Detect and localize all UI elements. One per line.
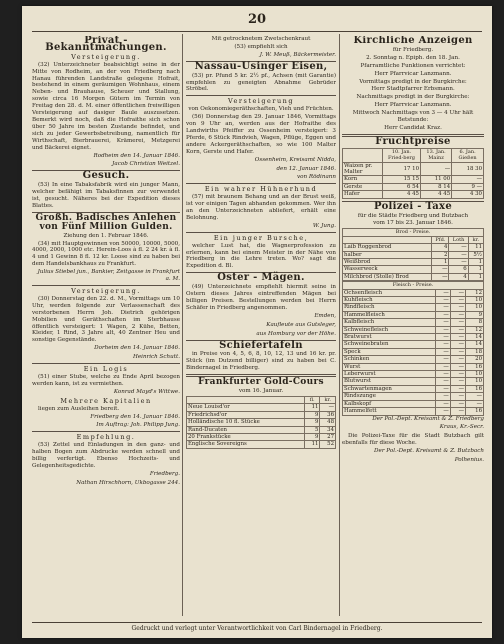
ad-text: welcher Lust hat, die Wagnerprofession zu erlernen, kann bei einem Meister in der Nähe von Friedberg in die Lehre treten. Wo? sagt die Expedition d. Bl. [186,242,336,270]
table-cell: Ochsenfleisch [343,289,436,296]
ad-signature: J. W. Meuß, Bäckermeister. [259,51,336,58]
table-cell: 10 [466,378,484,385]
table-cell: Wurst [343,363,436,370]
ad-heading: Ein Logis [83,365,129,374]
table-cell: Weißbrod [343,258,432,265]
table-cell: Kalbskopf [343,400,436,407]
table-header-cell: Pfd. [432,236,449,243]
ad-text: (53) empfiehlt sich [234,43,288,50]
service-line: Herr Candidat Kraz. [384,124,442,131]
table-cell: halber [343,251,432,258]
table-cell: 12 [466,326,484,333]
table-cell: — [435,348,450,355]
table-cell: 1 [432,258,449,265]
table-cell: 6 [449,266,468,273]
table-cell: — [435,356,450,363]
ad-text: in Preise von 4, 5, 6, 8, 10, 12, 13 und 16 kr. pr. Stück (im Dutzend billiger) sind zu haben bei C. Bindernagel in Friedberg. [186,351,336,372]
tax-signature: Der Pol.-Dept. Kreisamt & Z. Friedberg [372,415,484,422]
table-header-cell [187,396,305,403]
table-cell: — [450,356,465,363]
table-cell: — [466,400,484,407]
ad-signature: Julius Stiebel jun., Bankier, Zeitgasse in Frankfurt a. M. [37,269,180,283]
table-cell: Friedrichsd'or [187,411,305,418]
table-cell: — [450,385,465,392]
tax-note: Die Polizei-Taxe für die Stadt Butzbach gilt ebenfalls für diese Woche. [342,433,484,447]
table-row [343,371,484,378]
table-cell: Korn [343,176,383,183]
table-cell: 10 [466,371,484,378]
table-cell: 4 45 [382,191,420,198]
section-title: Frankfurter Gold-Cours [198,377,324,388]
ad-text: (53) Zettel und Einladungen in den ganz- und halben Bogen zum Abdrucke werden schnell und billig verfertigt. Ebenso Hochzeits- und Gelegenheitsgedichte. [32,442,180,469]
table-cell: 10 [466,304,484,311]
ad-subtitle: Ziehung den 1. Februar 1846. [63,232,149,239]
table-cell: 9 [304,419,320,426]
table-cell: 8 [466,319,484,326]
ad-signature: Friedberg. [149,470,180,477]
table-row [343,162,484,176]
table-cell: — [435,378,450,385]
table-cell: 11 00 [421,176,452,183]
table-cell: 9 [466,311,484,318]
grain-price-table [342,148,484,199]
table-cell: — [435,334,450,341]
ad-signature: W. Jung. [312,222,336,229]
table-cell: Waizen pr. Malter [343,162,383,176]
table-header-cell: fl. [304,396,320,403]
ad-title: Oster - Mägen. [217,272,305,284]
table-cell: — [435,297,450,304]
meat-price-table [342,281,484,415]
ad-signature: Nathan Hirschhorn, Ukbogasse 244. [76,479,180,486]
section-title: Fruchtpreise [375,135,451,147]
table-row [343,408,484,415]
table-cell: 4 45 [421,191,452,198]
column-middle [186,36,336,616]
service-line: Herr Stadtpfarrer Erbsmann. [371,86,455,93]
table-cell: — [452,176,484,183]
table-cell: 27 [320,434,336,441]
table-cell: 48 [320,419,336,426]
table-row [187,426,336,433]
table-row [187,411,336,418]
table-cell: — [435,319,450,326]
service-line: Herr Pfarrvicar Lanzmann. [374,102,452,109]
divider [186,95,336,96]
ad-signature: Kaufleute aus Gutsleger, [266,321,336,328]
ad-heading: Ein wahrer Hühnerhund [204,185,318,194]
table-cell: 14 [466,341,484,348]
table-cell: 11 [304,441,320,448]
table-cell: — [421,162,452,176]
table-cell: — [450,341,465,348]
column-right [342,36,484,616]
table-cell: — [450,408,465,415]
table-header-cell [343,236,432,243]
table-cell: — [449,251,468,258]
service-line: Nachmittags predigt in der Burgkirche: [356,94,470,101]
table-cell: — [450,393,465,400]
table-cell: — [435,400,450,407]
table-header-cell: 13. Jan. Mainz [421,148,452,162]
table-row [187,434,336,441]
table-cell: 4 [449,273,468,280]
divider [186,183,336,184]
ad-signature: Ossenheim, Kreisamt Nidda, [254,156,336,163]
table-cell: 9 [304,411,320,418]
divider [32,285,180,286]
table-row [343,251,484,258]
table-cell: 5 [304,426,320,433]
table-cell: Rindfleisch [343,304,436,311]
table-row [343,334,484,341]
ad-signature: Jacob Christian Weitzel. [112,161,180,168]
service-line: Vormittags predigt in der Burgkirche: [359,78,467,85]
table-cell: — [450,319,465,326]
table-cell: 10 [466,297,484,304]
table-cell: 5½ [468,251,483,258]
table-cell: 2 [432,251,449,258]
table-cell: 11 [468,244,483,251]
table-cell: 16 [466,385,484,392]
table-cell: 18 [466,348,484,355]
table-cell: — [450,371,465,378]
table-header-cell: 10. Jan. Fried-berg [382,148,420,162]
table-cell: Hammelfleisch [343,311,436,318]
table-cell: Leberwurst [343,371,436,378]
ad-heading: Versteigerung. [71,52,141,61]
table-cell: 20 [466,356,484,363]
table-cell: 9 [304,434,320,441]
ad-signature: Dorheim den 14. Januar 1846. [94,345,180,352]
table-cell: — [450,304,465,311]
table-row [343,183,484,190]
ad-signature: Konrad Mayd's Wittwe. [113,388,180,395]
ad-text: (49) Unterzeichnete empfiehlt hiermit seine in Ostern dieses Jahres eintreffenden Mägen bei billigen Preisen. Bestellungen werden bei Herrn Schäfer in Friedberg angenommen. [186,284,336,311]
ad-signature: Friedberg den 14. Januar 1846. [90,413,180,420]
ad-text: (56) Donnerstag den 29. Januar 1846, Vormittags von 9 Uhr an, werden aus der Hofraithe des Landwirths Pfeiffer zu Ossenheim versteigert: 3 Pferde, 6 Stück Rindvieh, Wagen, Pflüge, Eggen und andere Ackergeräthschaften, so wie 100 Malter Korn, Gerste und Hafer. [186,114,336,155]
table-cell: — [435,393,450,400]
table-cell: 4 30 [452,191,484,198]
table-cell: 18 30 [452,162,484,176]
table-row [187,441,336,448]
column-left [32,36,180,616]
tax-signature: Der Pol.-Dept. Kreisamt & Z. Butzbach [374,448,484,455]
ad-signature: Im Auftrag: Joh. Philipp Jung. [96,422,180,429]
ad-text: liegen zum Ausleihen bereit. [38,405,120,412]
table-cell: Schinken [343,356,436,363]
table-cell: 36 [320,411,336,418]
ad-signature: Emden, [314,312,336,319]
divider [32,431,180,432]
ad-signature: Heinrich Schutt. [132,354,180,361]
table-cell: — [432,266,449,273]
ad-title: Schiefertafeln [219,339,303,351]
table-cell: 17 10 [382,162,420,176]
table-cell: — [435,341,450,348]
table-cell: — [450,326,465,333]
table-cell: 8 14 [421,183,452,190]
table-header-cell [343,148,383,162]
table-cell: Schweinebraten [343,341,436,348]
table-row [343,304,484,311]
table-header-cell: kr. [320,396,336,403]
table-cell: — [450,334,465,341]
table-cell: Blutwurst [343,378,436,385]
table-cell: Laib Roggenbrod [343,244,432,251]
ad-text: (51) einer Stube, welche zu Ende April bezogen werden kann, ist zu vermiethen. [32,373,180,387]
table-row [343,378,484,385]
table-cell: 4 [432,244,449,251]
ad-text: (53) In eine Tabaksfabrik wird ein junger Mann, welcher befähigt im Tabaksfinnen zur verwendet ist, gesucht. Näheres bei der Expedition dieses Blattes. [32,182,180,209]
table-cell: 20 Frankstücke [187,434,305,441]
table-cell: Hammelfett [343,408,436,415]
table-cell: — [435,326,450,333]
divider [186,232,336,233]
newspaper-page [22,6,492,638]
table-cell: Schwartenmagen [343,385,436,392]
ad-title: Nassau-Usinger Eisen, [194,60,328,72]
table-row [343,258,484,265]
page-number: 20 [247,12,267,27]
ad-text: (57) mit braunem Behang und an der Brust weiß, ist vor einigen Tagen abhanden gekommen. Wer ihn an den Unterzeichneten abliefert, erhält eine Belohnung. [186,194,336,221]
table-cell: — [450,311,465,318]
table-cell: 11 [304,404,320,411]
table-cell: — [450,400,465,407]
section-subtitle: vom 17 bis 23. Januar 1846. [373,220,453,227]
table-cell: 52 [320,441,336,448]
table-cell: — [449,244,468,251]
ad-text: (34) mit Hauptgewinnen von 50000, 10000, 5000, 4000, 2000, 1000 etc. Herein-Loos à fl. 2 24 kr. à fl. 4 und 1 Gewinn 8 fl. 12 kr. Loose sind zu haben bei dem Handelsbankhaus zu Frankfurt. [32,240,180,268]
table-row [343,393,484,400]
table-cell: — [450,289,465,296]
ad-text: (30) Donnerstag den 22. d. M., Vormittags um 10 Uhr, werden folgende zur Verlassenschaft des verstorbenen Herrn Joh. Dietrich gehörigen Mobilien und Geräthschaften im Sterbhause öffentlich versteigert: 1 Wagen, 2 Kühe, Betten, Kleider, 1 Rind, 3 Jahre alt, 40 Zentner Heu und sonstige Gegenstände. [32,295,180,344]
table-header-cell: Loth [449,236,468,243]
table-row [343,311,484,318]
table-cell: 1 [468,273,483,280]
table-cell: — [450,348,465,355]
table-row [343,341,484,348]
table-cell: Kalbfleisch [343,319,436,326]
table-row [343,176,484,183]
service-line: Herr Pfarrvicar Lanzmann. [374,70,452,77]
section-title: Privat - Bekanntmachungen. [45,36,167,53]
table-cell: — [435,363,450,370]
table-cell: 1 [468,258,483,265]
ad-heading: Mehrere Kapitalien [60,396,152,405]
ad-signature: den 12. Januar 1846. [276,165,336,172]
table-cell: — [320,404,336,411]
table-row [343,273,484,280]
table-cell: — [466,393,484,400]
column-divider [182,34,183,616]
ad-text: (32) Unterzeichneter beabsichtigt seine in der Mitte von Rodheim, an der von Friedberg nach Hanau führenden Landstraße gelegene Hofrait, bestehend in einem geräumigen Wohnhaus, einem Neben- und Brauhause, Scheuer und Stallung, sowie circa 16 Morgen Gütern im Termin von Freitag den 28. d. M. einer öffentlichen freiwilligen Versteigerung auf dasiger Baule auszusetzen. Bemerkt wird noch, daß die Hofraithe sich schon über 50 Jahre im besten Zustande befindet, und sich zu jeder Gewerbsbetreibung, namentlich für Wirthschaft, Bierbrauerei, Krämerei, Metzgerei und Bäckerei eignet. [32,61,180,151]
ad-title: von Fünf Million Gulden. [39,221,173,232]
table-cell: Holländische 10 fl. Stücke [187,419,305,426]
table-cell: Milchbrod (Stolle) Brod [343,273,432,280]
table-cell: — [450,297,465,304]
ad-title: Großh. Badisches Anlehen [35,212,177,223]
table-cell: Gerste [343,183,383,190]
ad-signature: Rodheim den 14. Januar 1846. [93,152,180,159]
table-cell: 15 15 [382,176,420,183]
table-cell: — [450,363,465,370]
table-cell: Rand-Ducaten [187,426,305,433]
section-subtitle: für die Städte Friedberg und Butzbach [357,212,469,219]
table-cell: Bratwurst [343,334,436,341]
table-cell: Rindszunge [343,393,436,400]
table-row [187,419,336,426]
table-cell: Englische Sovereigns [187,441,305,448]
section-title: Kirchliche Anzeigen [353,36,473,46]
table-cell: Kuhfleisch [343,297,436,304]
section-subtitle: vom 16. Januar. [238,388,284,395]
bread-price-table [342,228,484,281]
table-title: Brod - Preise. [343,229,484,236]
section-subtitle: für Friedberg. [392,46,434,53]
table-row [343,385,484,392]
table-header-cell: 6. Jan. Gießen [452,148,484,162]
table-row [343,244,484,251]
ad-heading: Versteigerung. [71,287,141,295]
table-cell: 9 — [452,183,484,190]
table-cell: 34 [320,426,336,433]
ad-subtitle: von Oekonomiegeräthschaften, Vieh und Früchten. [188,106,334,113]
table-row [343,356,484,363]
ad-heading: Empfehlung. [76,433,136,442]
table-row [343,363,484,370]
table-cell: — [435,371,450,378]
section-title: Polizei - Taxe [374,200,452,212]
ad-heading: Versteigerung [227,97,295,106]
service-line: Mittwoch Nachmittags von 3 — 4 Uhr hält Betstunde: [352,110,474,124]
ad-heading: Ein junger Bursche, [213,233,309,242]
table-row [343,266,484,273]
ad-signature: aus Homburg vor der Höhe. [256,330,336,337]
divider [32,363,180,364]
table-cell: 6 54 [382,183,420,190]
table-cell: Neue Louisd'or [187,404,305,411]
table-row [343,348,484,355]
top-rule [32,31,482,32]
table-row [187,404,336,411]
table-row [343,319,484,326]
table-cell: — [435,408,450,415]
tax-signature: Polhenius. [454,457,484,464]
table-cell: — [432,273,449,280]
table-row [343,297,484,304]
ad-signature: von Rödinann [296,174,336,181]
table-cell: — [449,258,468,265]
table-cell: — [450,378,465,385]
service-line: Pfarramtliche Funktionen verrichtet: [360,62,466,69]
tax-signature: Kraus, Kr.-Secr. [439,424,484,431]
table-cell: 1 [468,266,483,273]
table-cell: — [435,304,450,311]
ad-text: Mit getrocknetem Zwetschenkraut [211,36,311,42]
service-line: 2. Sonntag n. Epiph. den 18. Jan. [366,54,460,61]
table-header-cell: kr. [468,236,483,243]
column-divider [339,34,340,616]
table-cell: 16 [466,363,484,370]
table-cell: — [435,385,450,392]
table-cell: Speck [343,348,436,355]
table-cell: 14 [466,334,484,341]
table-row [343,289,484,296]
imprint-footer: Gedruckt und verlegt unter Verantwortlichkeit von Carl Bindernagel in Friedberg. [32,622,482,632]
table-row [343,400,484,407]
ad-title: Gesuch. [82,170,130,182]
table-cell: Hafer [343,191,383,198]
table-cell: Schweinefleisch [343,326,436,333]
table-cell: 16 [466,408,484,415]
gold-course-table [186,396,336,449]
ad-text: (53) pr. Pfund 5 kr. 2½ pf., Achsen (mit Garantie) empfehlen zu geneigten Abnahme Gebrüder Ströbel. [186,72,336,93]
table-cell: — [435,311,450,318]
table-row [343,191,484,198]
table-cell: 12 [466,289,484,296]
table-cell: — [435,289,450,296]
table-row [343,326,484,333]
table-cell: Wasserweck [343,266,432,273]
table-title: Fleisch - Preise. [343,282,484,289]
